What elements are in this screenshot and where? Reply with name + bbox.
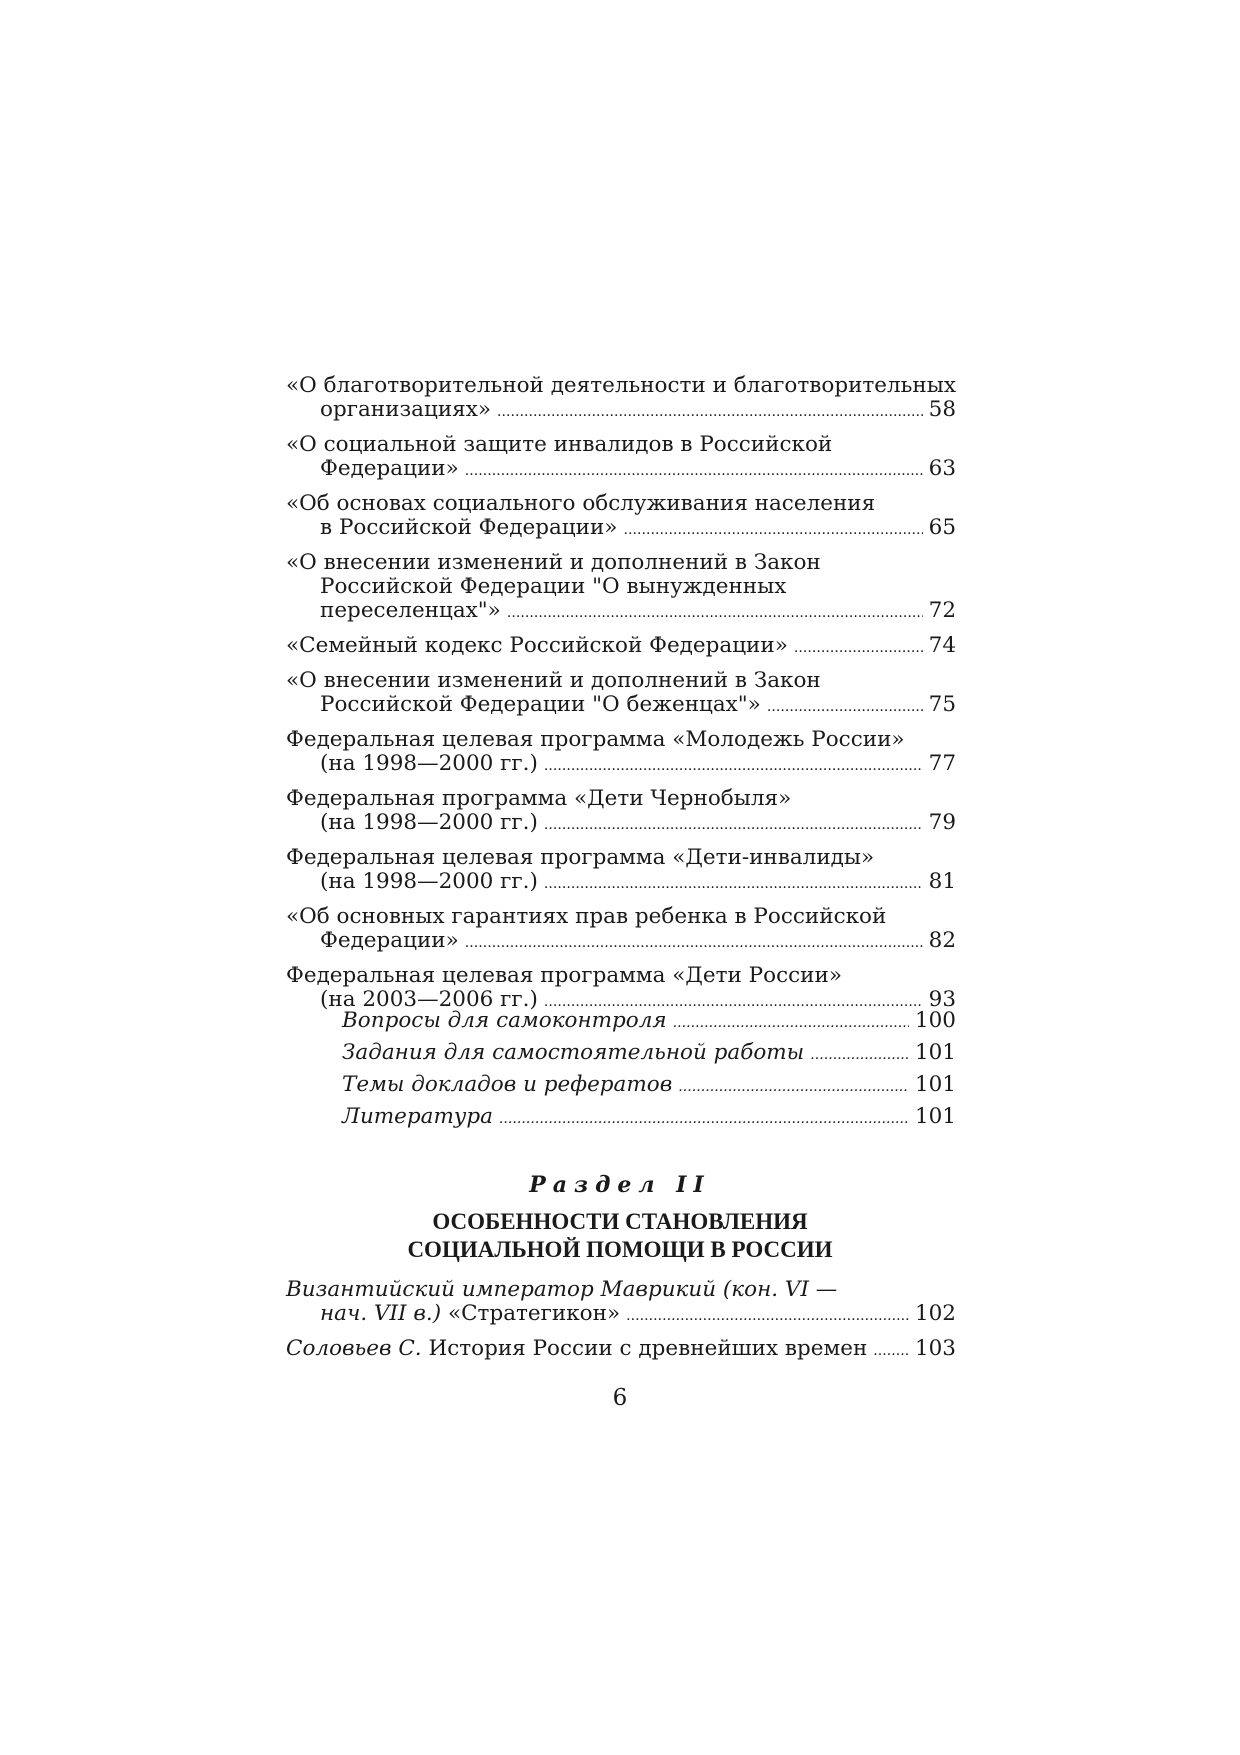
toc-entry (286, 669, 956, 719)
leader-dots (626, 1302, 909, 1328)
section-title-line: СОЦИАЛЬНОЙ ПОМОЩИ В РОССИИ (407, 1237, 833, 1262)
toc-sub-title: Вопросы для самоконтроля (342, 1008, 667, 1033)
toc-page-number: 75 (928, 692, 956, 717)
toc-entry-title-cont: в Российской Федерации» (320, 515, 618, 540)
toc-entry (286, 728, 956, 778)
section-title-line: ОСОБЕННОСТИ СТАНОВЛЕНИЯ (432, 1209, 808, 1234)
toc-sub-entry (342, 1072, 956, 1104)
toc-entry (286, 1337, 956, 1363)
leader-dots (810, 1040, 909, 1065)
toc-page-number: 72 (928, 598, 956, 623)
toc-sub-title: Задания для самостоятельной работы (342, 1040, 805, 1065)
toc-entry-title: «О благотворительной деятельности и благотворительных (286, 373, 956, 398)
toc-entry-title-cont: (на 1998—2000 гг.) (320, 751, 538, 776)
leader-dots (497, 398, 923, 424)
toc-entry (286, 905, 956, 955)
toc-sub-entry (342, 1040, 956, 1072)
toc-entry (286, 964, 956, 1014)
toc-page-number: 101 (914, 1040, 956, 1065)
toc-entry (286, 634, 956, 660)
toc-sub-title: Литература (342, 1104, 493, 1129)
toc-entry-title-cont: (на 1998—2000 гг.) (320, 869, 538, 894)
leader-dots (507, 599, 923, 625)
toc-page-number: 65 (928, 515, 956, 540)
toc-entry-title-italic: нач. VII в.) (320, 1301, 442, 1326)
page-number: 6 (612, 1385, 628, 1411)
toc-page-number: 81 (928, 869, 956, 894)
leader-dots (623, 516, 922, 542)
toc-entry-title: «О внесении изменений и дополнений в Закон (286, 668, 821, 693)
leader-dots (767, 693, 923, 719)
toc-entry (286, 1278, 956, 1328)
leader-dots (673, 1008, 909, 1033)
leader-dots (794, 634, 923, 660)
toc-entry-title-cont: Российской Федерации "О вынужденных (320, 574, 787, 599)
toc-entry (286, 551, 956, 625)
toc-entry (286, 787, 956, 837)
toc-entry-title-cont: Федерации» (320, 456, 459, 481)
leader-dots (544, 752, 923, 778)
table-of-contents-section-2 (286, 1278, 956, 1372)
toc-page-number: 101 (914, 1104, 956, 1129)
toc-entry-title: «Семейный кодекс Российской Федерации» (286, 633, 788, 658)
toc-page-number: 100 (914, 1008, 956, 1033)
toc-entry-title-cont: Федерации» (320, 928, 459, 953)
toc-entry (286, 433, 956, 483)
toc-entry-title-cont: «Стратегикон» (447, 1301, 621, 1326)
toc-entry (286, 374, 956, 424)
toc-entry-title-cont: организациях» (320, 397, 491, 422)
toc-entry-title: Федеральная программа «Дети Чернобыля» (286, 786, 792, 811)
toc-page-number: 101 (914, 1072, 956, 1097)
toc-page-number: 82 (928, 928, 956, 953)
leader-dots (678, 1072, 909, 1097)
toc-entry-title: «О социальной защите инвалидов в Российской (286, 432, 833, 457)
toc-entry-title: Федеральная целевая программа «Дети-инвалиды» (286, 845, 875, 870)
section-title (0, 1208, 1240, 1264)
toc-entry-title-cont: переселенцах"» (320, 598, 501, 623)
toc-entry-title: Федеральная целевая программа «Дети России» (286, 963, 842, 988)
toc-entry-title-cont: (на 2003—2006 гг.) (320, 987, 538, 1012)
toc-entry-title: Федеральная целевая программа «Молодежь России» (286, 727, 905, 752)
toc-entry-title: История России с древнейших времен (428, 1336, 868, 1361)
toc-entry-title: Византийский император Маврикий (кон. VI — (286, 1277, 838, 1302)
toc-sub-entry (342, 1104, 956, 1136)
toc-entry-title: «Об основах социального обслуживания населения (286, 491, 876, 516)
toc-sub-entry (342, 1008, 956, 1040)
leader-dots (465, 929, 923, 955)
toc-page-number: 93 (928, 987, 956, 1012)
leader-dots (544, 811, 923, 837)
leader-dots (544, 870, 923, 896)
toc-page-number: 79 (928, 810, 956, 835)
leader-dots (499, 1104, 909, 1129)
leader-dots (873, 1337, 909, 1363)
toc-page-number: 103 (914, 1336, 956, 1361)
sub-entries (342, 1008, 956, 1136)
toc-entry-title: «О внесении изменений и дополнений в Закон (286, 550, 821, 575)
toc-page-number: 77 (928, 751, 956, 776)
toc-entry-title-cont: (на 1998—2000 гг.) (320, 810, 538, 835)
table-of-contents (286, 374, 956, 1023)
toc-entry-title-cont: Российской Федерации "О беженцах"» (320, 692, 761, 717)
toc-entry-title: «Об основных гарантиях прав ребенка в Российской (286, 904, 887, 929)
section-label: Раздел II (529, 1172, 711, 1198)
leader-dots (465, 457, 923, 483)
toc-page-number: 58 (928, 397, 956, 422)
toc-entry (286, 492, 956, 542)
toc-entry (286, 846, 956, 896)
toc-page-number: 102 (914, 1301, 956, 1326)
toc-entry-author: Соловьев С. (286, 1336, 422, 1361)
toc-page-number: 74 (928, 633, 956, 658)
toc-sub-title: Темы докладов и рефератов (342, 1072, 673, 1097)
toc-page-number: 63 (928, 456, 956, 481)
